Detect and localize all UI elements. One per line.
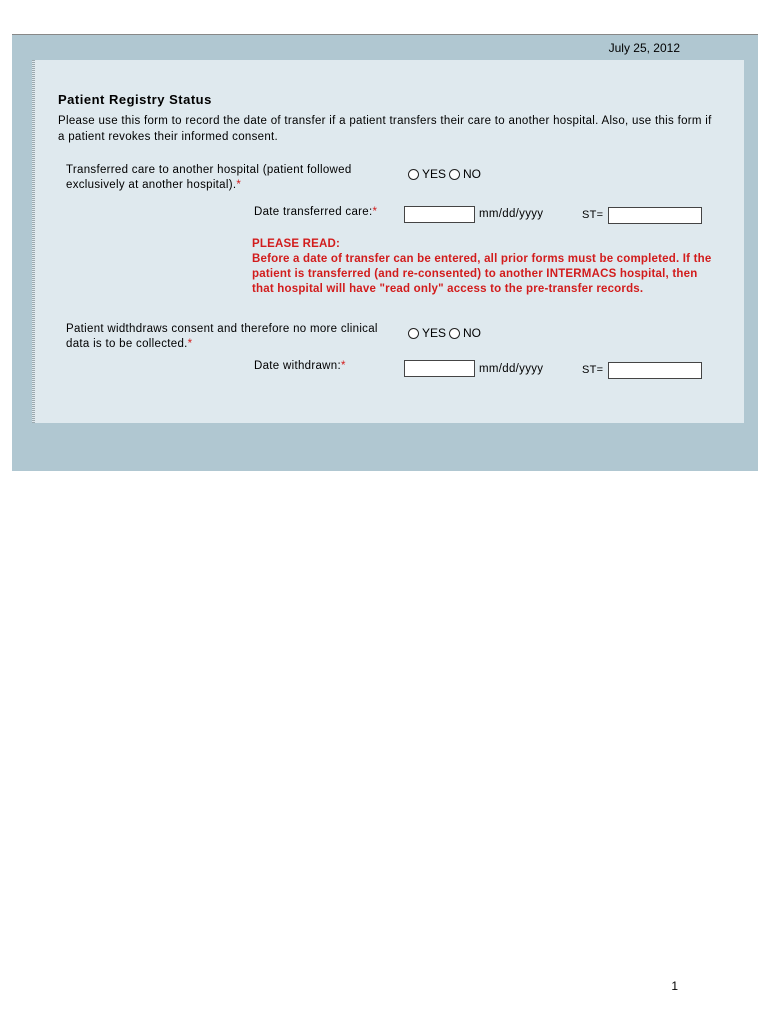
transfer-st-label: ST= (582, 209, 604, 221)
transfer-st-input[interactable] (608, 207, 702, 224)
required-mark: * (236, 179, 242, 191)
header-date: July 25, 2012 (608, 41, 680, 55)
withdraw-yes-label: YES (422, 326, 447, 340)
withdraw-date-input[interactable] (404, 360, 475, 377)
transfer-date-label (254, 206, 377, 218)
transfer-question-text: Transferred care to another hospital (patient followed exclusively at another hospital). (66, 164, 352, 191)
withdraw-question-text: Patient widthdraws consent and therefore no more clinical data is to be collected. (66, 323, 378, 350)
transfer-question (66, 163, 401, 193)
withdraw-radio-group (408, 326, 484, 340)
withdraw-date-label-text: Date withdrawn: (254, 360, 341, 372)
panel-edge (32, 60, 35, 423)
withdraw-no-label: NO (463, 326, 482, 340)
withdraw-st-input[interactable] (608, 362, 702, 379)
withdraw-no-radio[interactable] (449, 328, 460, 339)
required-mark: * (340, 360, 346, 372)
withdraw-date-format: mm/dd/yyyy (479, 363, 544, 375)
transfer-date-label-text: Date transferred care: (254, 206, 373, 218)
warning-body: Before a date of transfer can be entered, all prior forms must be completed. If the patient is transferred (and re-consented) to another INTERMACS hospital, then that hospital will have "read only" access to the pre-transfer records. (252, 253, 712, 295)
page-number: 1 (671, 979, 678, 993)
required-mark: * (372, 206, 378, 218)
required-mark: * (187, 338, 193, 350)
transfer-yes-label: YES (422, 167, 447, 181)
transfer-no-label: NO (463, 167, 482, 181)
transfer-warning (252, 237, 722, 297)
withdraw-date-label (254, 360, 346, 372)
transfer-no-radio[interactable] (449, 169, 460, 180)
transfer-yes-radio[interactable] (408, 169, 419, 180)
warning-heading: PLEASE READ: (252, 238, 341, 250)
transfer-date-input[interactable] (404, 206, 475, 223)
transfer-radio-group (408, 167, 484, 181)
withdraw-st-label: ST= (582, 364, 604, 376)
transfer-date-format: mm/dd/yyyy (479, 208, 544, 220)
withdraw-yes-radio[interactable] (408, 328, 419, 339)
form-title: Patient Registry Status (58, 92, 212, 107)
withdraw-question (66, 322, 386, 352)
form-intro: Please use this form to record the date of transfer if a patient transfers their care to another hospital. Also, use this form if a patient revokes their informed consent. (58, 115, 712, 143)
